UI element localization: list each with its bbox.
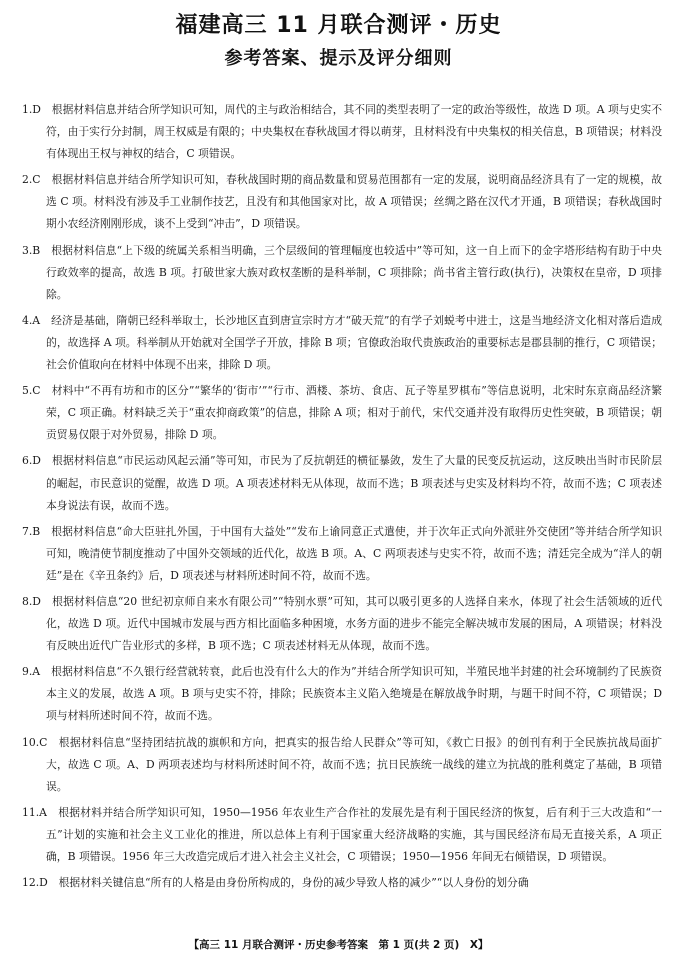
answer-item <box>22 802 662 868</box>
answer-label: 4.A <box>22 313 41 327</box>
answer-item <box>22 240 662 306</box>
answer-label: 5.C <box>22 384 41 398</box>
page-subtitle: 参考答案、提示及评分细则 <box>224 48 453 69</box>
answer-label: 11.A <box>22 805 47 819</box>
answer-item <box>22 521 662 587</box>
answer-item <box>22 732 662 798</box>
answer-text: 根据材料信息并结合所学知识可知，春秋战国时期的商品数量和贸易范围都有一定的发展，说明商品经济具有了一定的规模，故选 C 项。材料没有涉及手工业制作技艺，且没有和其他国家对比，故 A 项错误；丝绸之路在汉代才开通，B 项错误；春秋战国时期小农经济刚刚形成，谈不上受到“冲击”，D 项错误。 <box>46 173 663 231</box>
answer-text: 根据材料信息“市民运动风起云涌”等可知，市民为了反抗朝廷的横征暴敛，发生了大量的民变反抗运动，这反映出当时市民阶层的崛起，市民意识的觉醒，故选 D 项。A 项表述材料无从体现，故而不选；B 项表述与史实及材料均不符，故而不选；C 项表述本身说法有误，故而不选。 <box>46 454 662 512</box>
answer-label: 1.D <box>22 103 41 116</box>
answer-text: 根据材料关键信息“所有的人格是由身份所构成的，身份的减少导致人格的减少”“以人身份的划分确 <box>58 876 529 890</box>
answer-label: 8.D <box>22 594 41 608</box>
answer-label: 10.C <box>22 735 48 749</box>
answer-item <box>22 591 662 657</box>
answer-text: 材料中“不再有坊和市的区分”“繁华的‘街市’”“行市、酒楼、茶坊、食店、瓦子等星罗棋布”等信息说明，北宋时东京商品经济繁荣，C 项正确。材料缺乏关于“重农抑商政策”的信息，排除 A 项；相对于前代，宋代交通并没有取得历史性突破，B 项错误；朝贡贸易仅限于对外贸易，排除 D 项。 <box>46 384 663 442</box>
answer-label: 9.A <box>22 665 41 679</box>
answer-text: 经济是基础，隋朝已经科举取士，长沙地区直到唐宣宗时方才“破天荒”的有学子刘蜕考中进士，这是当地经济文化相对落后造成的，故选择 A 项。科举制从开始就对全国学子开放，排除 B 项；官僚政治取代贵族政治的重要标志是郡县制的推行，C 项错误；社会价值取向在材料中体现不出来，排除 D 项。 <box>46 313 662 372</box>
answer-label: 6.D <box>22 454 41 468</box>
answer-list <box>22 99 662 898</box>
answer-text: 根据材料信息并结合所学知识可知，周代的主与政治相结合，其不同的类型表明了一定的政治等级性，故选 D 项。A 项与史实不符，由于实行分封制，周王权威是有限的；中央集权在春秋战国才得以萌芽，且材料没有中央集权的相关信息，B 项错误；材料没有体现出王权与神权的结合，C 项错误。 <box>46 103 662 161</box>
answer-item <box>22 99 662 165</box>
answer-label: 12.D <box>22 876 48 890</box>
answer-text: 根据材料信息“20 世纪初京师自来水有限公司”“特别水票”可知，其可以吸引更多的人选择自来水，体现了社会生活领域的近代化，故选 D 项。近代中国城市发展与西方相比面临多种困境，水务方面的进步不能完全解决城市发展的困局，A 项错误；材料没有反映出近代广告业形式的多样，B 项不选；C 项表述材料无从体现，故而不选。 <box>46 594 662 653</box>
answer-item <box>22 169 662 235</box>
answer-label: 7.B <box>22 524 41 538</box>
page-footer: 【高三 11 月联合测评・历史参考答案 第 1 页(共 2 页) X】 <box>188 939 489 951</box>
answer-text: 根据材料并结合所学知识可知，1950—1956 年农业生产合作社的发展先是有利于国民经济的恢复，后有利于三大改造和“一五”计划的实施和社会主义工业化的推进，所以总体上有利于国家重大经济战略的实施，其与国民经济布局无直接关系，A 项正确，B 项错误。1956 年三大改造完成后才进入社会主义社会，C 项错误；1950—1956 年间无右倾错误，D 项错误。 <box>46 805 663 863</box>
answer-label: 2.C <box>22 173 41 187</box>
page-title: 福建高三 11 月联合测评・历史 <box>175 13 502 38</box>
answer-item <box>22 661 662 727</box>
answer-text: 根据材料信息“不久银行经营就转衰，此后也没有什么大的作为”并结合所学知识可知，半殖民地半封建的社会环境制约了民族资本主义的发展，故选 A 项。B 项与史实不符，排除；民族资本主义陷入绝境是在解放战争时期，与题干时间不符，C 项错误；D 项与材料所述时间不符，故而不选。 <box>46 665 662 723</box>
answer-label: 3.B <box>22 243 41 257</box>
answer-text: 根据材料信息“上下级的统属关系相当明确，三个层级间的管理幅度也较适中”等可知，这一自上而下的金字塔形结构有助于中央行政效率的提高，故选 B 项。打破世家大族对政权垄断的是科举制，C 项排除；尚书省主管行政(执行)，决策权在皇帝，D 项排除。 <box>46 243 662 301</box>
answer-item <box>22 450 662 516</box>
answer-item <box>22 310 662 376</box>
answer-item <box>22 872 662 894</box>
answer-item <box>22 380 662 446</box>
answer-text: 根据材料信息“命大臣驻扎外国，于中国有大益处”“发布上谕同意正式遣使，并于次年正式向外派驻外交使团”等并结合所学知识可知，晚清使节制度推动了中国外交领域的近代化，故选 B 项。A、C 两项表述与史实不符，故而不选；清廷完全成为“洋人的朝廷”是在《辛丑条约》后，D 项表述与材料所述时间不符，故而不选。 <box>46 524 662 582</box>
answer-text: 根据材料信息“坚持团结抗战的旗帜和方向，把真实的报告给人民群众”等可知，《救亡日报》的创刊有利于全民族抗战局面扩大，故选 C 项。A、D 两项表述均与材料所述时间不符，故而不选；抗日民族统一战线的建立为抗战的胜利奠定了基础，B 项错误。 <box>46 735 662 793</box>
